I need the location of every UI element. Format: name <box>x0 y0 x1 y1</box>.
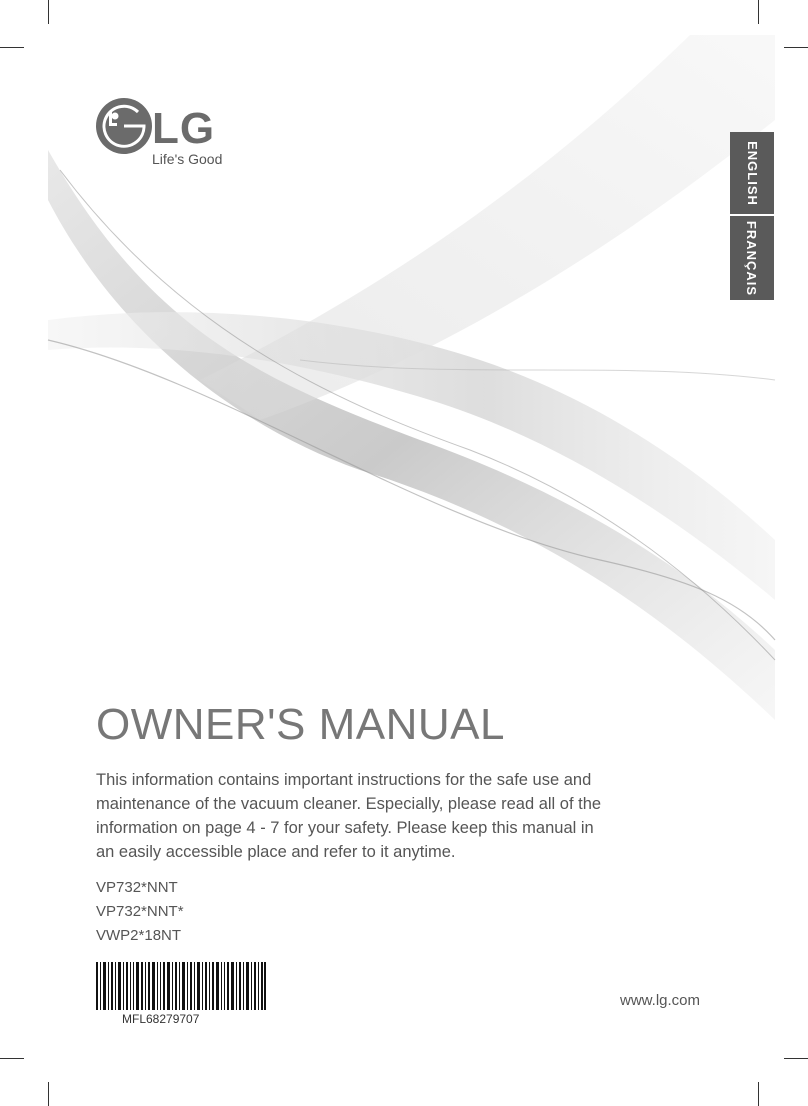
language-tab-label: FRANÇAIS <box>744 220 760 296</box>
language-tab-french[interactable] <box>730 216 774 300</box>
crop-mark <box>758 1082 759 1106</box>
barcode-graphic <box>96 962 266 1010</box>
model-number: VP732*NNT <box>96 879 178 896</box>
language-tab-english[interactable] <box>730 132 774 214</box>
model-list <box>96 876 184 948</box>
model-number: VWP2*18NT <box>96 927 182 944</box>
barcode-number: MFL68279707 <box>122 1012 200 1026</box>
document-title: OWNER'S MANUAL <box>96 700 505 749</box>
crop-mark <box>0 1058 24 1059</box>
brand-tagline: Life's Good <box>152 151 223 167</box>
model-number: VP732*NNT* <box>96 903 184 920</box>
website-link[interactable]: www.lg.com <box>620 992 701 1009</box>
crop-mark <box>48 1082 49 1106</box>
language-tab-label: ENGLISH <box>744 140 760 206</box>
intro-paragraph: This information contains important instructions for the safe use and maintenance of the vacuum cleaner. Especially, please read all of the information on page 4 - 7 for your safety. Please keep this manual in an easily accessible place and refer to it anytime. <box>96 771 602 861</box>
brand-logo-text: LG <box>152 104 216 153</box>
crop-mark <box>784 1058 808 1059</box>
